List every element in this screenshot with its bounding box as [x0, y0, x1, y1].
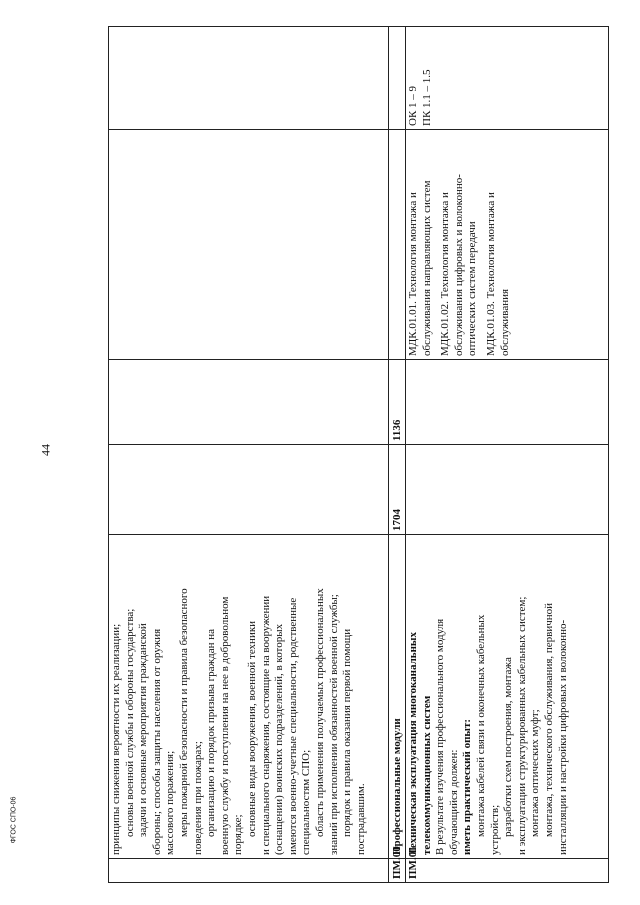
knowledge-line: меры пожарной безопасности и правила безопасного [177, 588, 190, 837]
knowledge-line: имеются военно-учетные специальности, родственные [286, 597, 299, 855]
pm01-text-line: разработки схем построения, монтажа [502, 657, 515, 837]
knowledge-line: знаний при исполнении обязанностей военной службы; [327, 594, 340, 855]
cell-obligatory-hours-empty [109, 360, 389, 445]
cell-obligatory-hours-pm01 [406, 360, 609, 445]
knowledge-line: порядке; [232, 814, 245, 855]
table-row-pm00 [389, 27, 406, 883]
pm01-text-line: телекоммуникационных систем [420, 695, 433, 855]
cell-competencies-pm00 [389, 27, 406, 130]
course-item: МДК.01.01. Технология монтажа и обслуживания направляющих систем [407, 180, 433, 356]
knowledge-line: (оснащении) воинских подразделений, в которых [273, 623, 286, 855]
pm01-text-line: инсталляции и настройки цифровых и волоконно- [556, 619, 569, 855]
knowledge-line: массового поражения; [164, 750, 177, 855]
knowledge-line: военную службу и поступления на нее в добровольном [218, 596, 231, 855]
knowledge-line: организацию и порядок призыва граждан на [205, 629, 218, 837]
knowledge-line: и специального снаряжения, состоящие на вооружении [259, 595, 272, 855]
cell-code-pm00: ПМ.00 [389, 859, 406, 883]
course-item: МДК.01.03. Технология монтажа и обслуживания [484, 192, 511, 356]
knowledge-line: основы военной службы и обороны государства; [123, 608, 136, 837]
knowledge-line: специальностям СПО; [300, 749, 313, 855]
competency-item: ПК 1.1 – 1.5 [420, 69, 433, 126]
cell-knowledge-text [109, 535, 389, 859]
pm01-text-line: В результате изучения профессионального модуля [434, 618, 447, 855]
knowledge-line: пострадавшим. [354, 783, 367, 855]
pm01-text-line: устройств; [488, 804, 501, 855]
pm01-competency-list [407, 30, 434, 126]
pm01-text-line: иметь практический опыт: [461, 718, 474, 855]
rotated-table-wrapper [108, 27, 608, 883]
knowledge-line: поведения при пожарах; [191, 741, 204, 855]
knowledge-line: область применения получаемых профессиональных [313, 588, 326, 837]
knowledge-line: задачи и основные мероприятия гражданской [137, 623, 150, 837]
pm01-text-line: Техническая эксплуатация многоканальных [407, 632, 419, 855]
cell-code-pm01: ПМ.01 [406, 859, 609, 883]
footer-code: ФГОС СПО-06 [10, 796, 18, 844]
cell-courses-empty [109, 130, 389, 360]
knowledge-lines [110, 538, 368, 855]
cell-courses-pm00 [389, 130, 406, 360]
cell-max-hours-empty [109, 445, 389, 535]
pm01-text-line: монтажа кабелей связи и оконечных кабельных [474, 614, 487, 837]
cell-max-hours-pm01 [406, 445, 609, 535]
pm01-text-line: монтажа, технического обслуживания, первичной [542, 602, 555, 837]
knowledge-line: основные виды вооружения, военной техники [245, 620, 258, 837]
cell-competencies-empty [109, 27, 389, 130]
cell-title-pm00: Профессиональные модули [389, 535, 406, 859]
knowledge-line: порядок и правила оказания первой помощи [341, 628, 354, 837]
pm01-text-line: обучающийся должен: [447, 749, 460, 855]
course-item: МДК.01.02. Технология монтажа и обслуживания цифровых и волоконно-оптических систем передачи [439, 174, 479, 356]
page-number: 44 [38, 444, 53, 456]
knowledge-line: обороны; способы защиты населения от оружия [150, 628, 163, 855]
cell-courses-pm01 [406, 130, 609, 360]
cell-text-pm01 [406, 535, 609, 859]
table-row-continuation [109, 27, 389, 883]
knowledge-line: принципы снижения вероятности их реализации; [110, 623, 122, 855]
table-row-pm01 [406, 27, 609, 883]
cell-code-empty [109, 859, 389, 883]
pm01-course-list [407, 133, 512, 356]
competency-item: ОК 1 – 9 [407, 85, 419, 126]
pm01-lines [407, 538, 570, 855]
pm01-text-line: монтажа оптических муфт; [529, 709, 542, 837]
cell-competencies-pm01 [406, 27, 609, 130]
pm01-text-line: и эксплуатации структурированных кабельных систем; [515, 596, 528, 855]
cell-max-hours-pm00: 1704 [389, 445, 406, 535]
cell-obligatory-hours-pm00: 1136 [389, 360, 406, 445]
curriculum-table [108, 26, 609, 883]
